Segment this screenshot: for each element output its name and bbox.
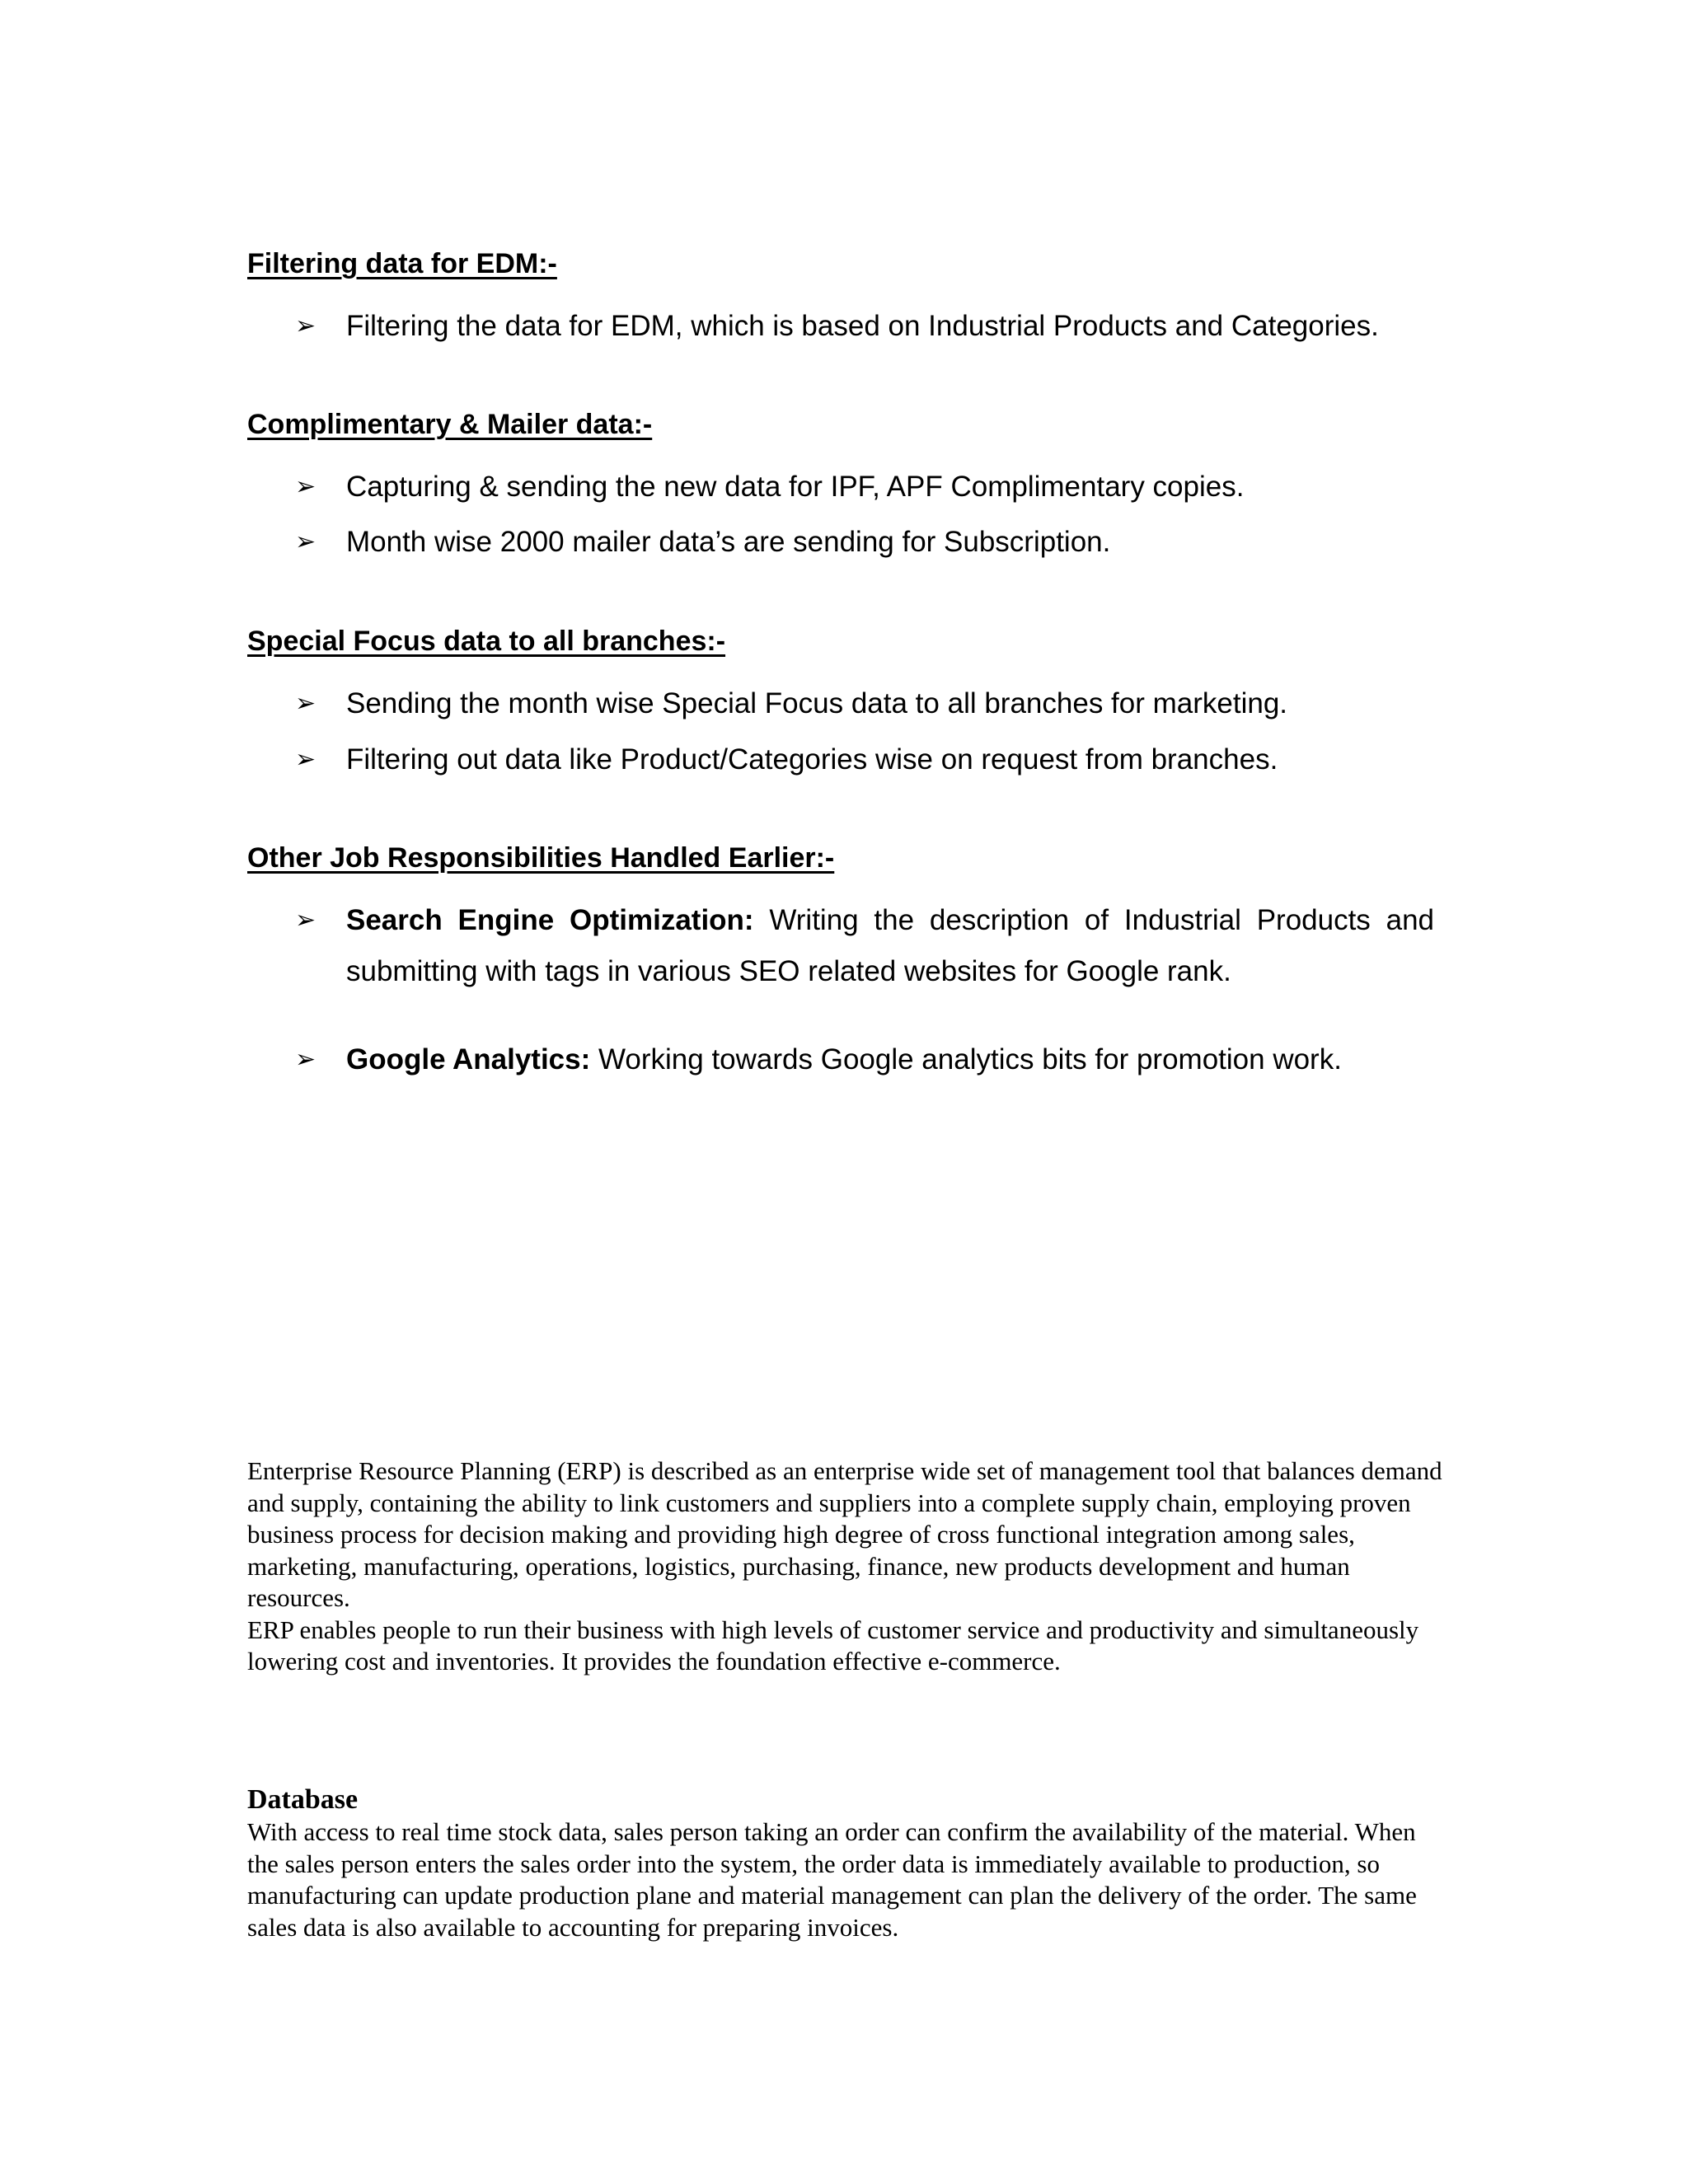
bullet-text: Working towards Google analytics bits for promotion work. [590,1043,1342,1076]
arrow-bullet-icon: ➢ [295,690,316,717]
database-heading: Database [247,1784,359,1815]
arrow-bullet-icon: ➢ [295,907,316,934]
bullet-lead: Search Engine Optimization: [346,904,754,936]
section-special-focus [247,625,1434,785]
bullet-text: Capturing & sending the new data for IPF, APF Complimentary copies. [346,471,1245,503]
section-complimentary-mailer [247,408,1434,568]
list-item [247,301,1434,352]
bullet-lead: Google Analytics: [346,1043,591,1076]
section-heading: Complimentary & Mailer data:- [247,409,653,440]
erp-description [247,1455,1442,1678]
list-item [247,678,1434,729]
arrow-bullet-icon: ➢ [295,312,316,340]
database-paragraph: With access to real time stock data, sales person taking an order can confirm the availability of the material. When the sales person enters the sales order into the system, the order data is immediately available to production, so manufacturing can update production plane and material management can plan the delivery of the order. The same sales data is also available to accounting for preparing invoices. [247,1817,1417,1942]
arrow-bullet-icon: ➢ [295,473,316,500]
bullet-text: Writing the description of Industrial Products and submitting with tags in various SEO related websites for Google rank. [346,904,1434,987]
list-item [247,517,1434,568]
bullet-list [247,462,1434,568]
arrow-bullet-icon: ➢ [295,746,316,773]
bullet-list [247,678,1434,785]
bullet-text: Filtering out data like Product/Categories wise on request from branches. [346,743,1278,776]
section-heading: Special Focus data to all branches:- [247,626,726,657]
bullet-list [247,895,1434,1085]
section-heading: Filtering data for EDM:- [247,248,557,279]
bullet-text: Month wise 2000 mailer data’s are sending for Subscription. [346,526,1111,558]
list-item [247,1034,1434,1085]
section-other-responsibilities [247,841,1434,1085]
erp-paragraph-2: ERP enables people to run their business with high levels of customer service and productivity and simultaneously lowering cost and inventories. It provides the foundation effective e-commerce. [247,1615,1419,1675]
list-item [247,895,1434,997]
bullet-text: Filtering the data for EDM, which is based on Industrial Products and Categories. [346,310,1379,342]
section-filtering-edm [247,247,1434,352]
bullet-list [247,301,1434,352]
arrow-bullet-icon: ➢ [295,528,316,555]
arrow-bullet-icon: ➢ [295,1046,316,1073]
erp-paragraph-1: Enterprise Resource Planning (ERP) is described as an enterprise wide set of management tool that balances demand and supply, containing the ability to link customers and suppliers into a complete supply chain, employing proven business process for decision making and providing high degree of cross functional integration among sales, marketing, manufacturing, operations, logistics, purchasing, finance, new products development and human resources. [247,1456,1442,1612]
list-item [247,462,1434,513]
database-section [247,1783,1442,1943]
list-item [247,734,1434,785]
section-heading: Other Job Responsibilities Handled Earlier:- [247,842,835,874]
bullet-text: Sending the month wise Special Focus data to all branches for marketing. [346,687,1288,719]
